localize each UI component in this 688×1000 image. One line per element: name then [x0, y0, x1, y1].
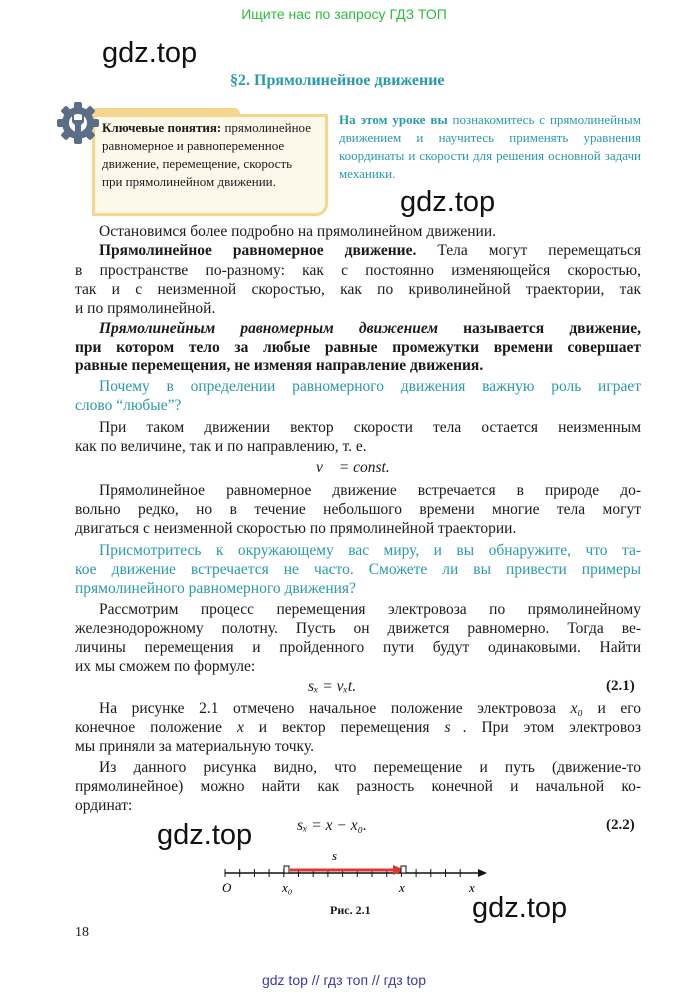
- lesson-intro: [339, 111, 641, 183]
- formula-velocity-const: v⃗ = const.: [316, 459, 390, 476]
- axis-label: x: [469, 880, 475, 895]
- text-segment: и по прямолинейной.: [75, 300, 216, 317]
- gdz-watermark: gdz.top: [157, 819, 253, 851]
- text-segment: Присмотритесь к окружающему вас миру, и вы обнаружите, что та-: [99, 542, 641, 559]
- text-line: [75, 738, 641, 756]
- equation-number-2-1: (2.1): [606, 678, 635, 694]
- text-line: [75, 300, 641, 318]
- text-segment: конечное положение: [75, 719, 237, 736]
- watermark-top: Ищите нас по запросу ГДЗ ТОП: [241, 6, 447, 22]
- text-line: [75, 357, 641, 375]
- axis-arrow: [478, 869, 487, 877]
- text-segment: двигаться с неизменной скоростью по прямолинейной траектории.: [75, 520, 517, 537]
- text-line: [75, 242, 641, 260]
- text-line: [75, 520, 641, 538]
- gdz-watermark: gdz.top: [400, 186, 496, 218]
- origin-label: O: [222, 880, 232, 895]
- end-marker: [401, 866, 406, 873]
- text-line: [75, 719, 641, 737]
- text-segment: Прямолинейным равномерным движением: [99, 320, 438, 337]
- text-line: [75, 320, 641, 338]
- key-concepts-label: Ключевые понятия:: [102, 120, 222, 135]
- text-line: [75, 620, 641, 638]
- text-line: [75, 419, 641, 437]
- formula-2-1: sₓ = vₓt.: [308, 678, 357, 695]
- text-segment: прямолинейное) можно найти как разность конечной и начальной ко-: [75, 778, 641, 795]
- figure-caption: Рис. 2.1: [330, 903, 371, 917]
- text-segment: их мы сможем по формуле:: [75, 658, 256, 675]
- text-segment: кое движение встречается не часто. Сможете ли вы привести примеры: [75, 561, 641, 578]
- text-line: [75, 262, 641, 280]
- start-marker: [284, 866, 289, 873]
- text-segment: мы приняли за материальную точку.: [75, 738, 314, 755]
- text-segment: прямолинейного равномерного движения?: [75, 580, 356, 597]
- key-concepts-text: [102, 119, 314, 191]
- key-concepts-body: прямолинейное равномерное и равнопеременное движение, перемещение, скорость при прямолинейном движении.: [102, 120, 311, 189]
- equation-number-2-2: (2.2): [606, 817, 635, 833]
- x0-label: x₀: [282, 880, 293, 895]
- x-label: x: [399, 880, 405, 895]
- text-segment: ординат:: [75, 797, 133, 814]
- intro-bold: На этом уроке вы: [339, 112, 448, 127]
- text-segment: личины перемещения и пройденного пути будут одинаковыми. Найти: [75, 639, 641, 656]
- gear-wrench-icon: [55, 100, 101, 146]
- text-segment: и его: [582, 700, 641, 717]
- text-line: [75, 501, 641, 519]
- text-segment: Прямолинейное равномерное движение.: [99, 242, 417, 259]
- text-segment: Тела могут перемещаться: [416, 242, 641, 259]
- text-line: [75, 700, 641, 718]
- text-segment: слово “любые”?: [75, 397, 182, 414]
- text-segment: как по величине, так и по направлению, т. е.: [75, 438, 367, 455]
- text-segment: равные перемещения, не изменяя направление движения.: [75, 357, 484, 374]
- formula-2-2: sₓ = x − x₀.: [297, 817, 367, 834]
- text-line: [75, 339, 641, 357]
- text-line: [75, 561, 641, 579]
- watermark-bottom: gdz top // гдз топ // гдз top: [261, 972, 427, 988]
- text-segment: s⃗: [444, 719, 463, 736]
- text-line: [75, 438, 641, 456]
- text-segment: железнодорожному полотну. Пусть он движется равномерно. Тогда ве-: [75, 620, 641, 637]
- gdz-watermark: gdz.top: [472, 892, 568, 924]
- text-segment: Рассмотрим процесс перемещения электровоза по прямолинейному: [99, 601, 641, 618]
- text-segment: На рисунке 2.1 отмечено начальное положение электровоза: [99, 700, 571, 717]
- figure-2-1: [210, 840, 490, 900]
- text-segment: x₀: [570, 700, 583, 717]
- page-number: 18: [75, 925, 89, 940]
- section-title: §2. Прямолинейное движение: [230, 72, 445, 89]
- text-segment: . При этом электровоз: [462, 719, 641, 736]
- text-segment: и вектор перемещения: [243, 719, 445, 736]
- text-line: [75, 601, 641, 619]
- text-segment: называется движение,: [437, 320, 641, 337]
- text-segment: При таком движении вектор скорости тела остается неизменным: [99, 419, 641, 436]
- text-segment: в пространстве по-разному: как с постоянно изменяющейся скоростью,: [75, 262, 641, 279]
- text-segment: Почему в определении равномерного движения важную роль играет: [99, 378, 641, 395]
- text-segment: x: [236, 719, 244, 736]
- text-line: [75, 223, 641, 241]
- text-segment: Из данного рисунка видно, что перемещение и путь (движение-то: [99, 759, 641, 776]
- text-line: [75, 797, 641, 815]
- intro-text: познакомитесь с прямолинейным движением и научитесь применять уравнения координаты и скорости для решения основной задачи механики.: [339, 112, 641, 181]
- vector-label: s⃗: [332, 848, 348, 863]
- text-line: [75, 378, 641, 396]
- gdz-watermark: gdz.top: [102, 37, 198, 69]
- text-line: [75, 778, 641, 796]
- text-segment: при котором тело за любые равные промежутки времени совершает: [75, 339, 641, 356]
- text-segment: Прямолинейное равномерное движение встречается в природе до-: [99, 482, 641, 499]
- text-line: [75, 658, 641, 676]
- text-line: [75, 397, 641, 415]
- text-line: [75, 580, 641, 598]
- text-line: [75, 759, 641, 777]
- text-segment: так и с неизменной скоростью, как по криволинейной траектории, так: [75, 281, 641, 298]
- text-segment: вольно редко, но в течение небольшого времени многие тела могут: [75, 501, 641, 518]
- text-line: [75, 639, 641, 657]
- text-line: [75, 542, 641, 560]
- text-segment: Остановимся более подробно на прямолинейном движении.: [99, 223, 497, 240]
- text-line: [75, 281, 641, 299]
- text-line: [75, 482, 641, 500]
